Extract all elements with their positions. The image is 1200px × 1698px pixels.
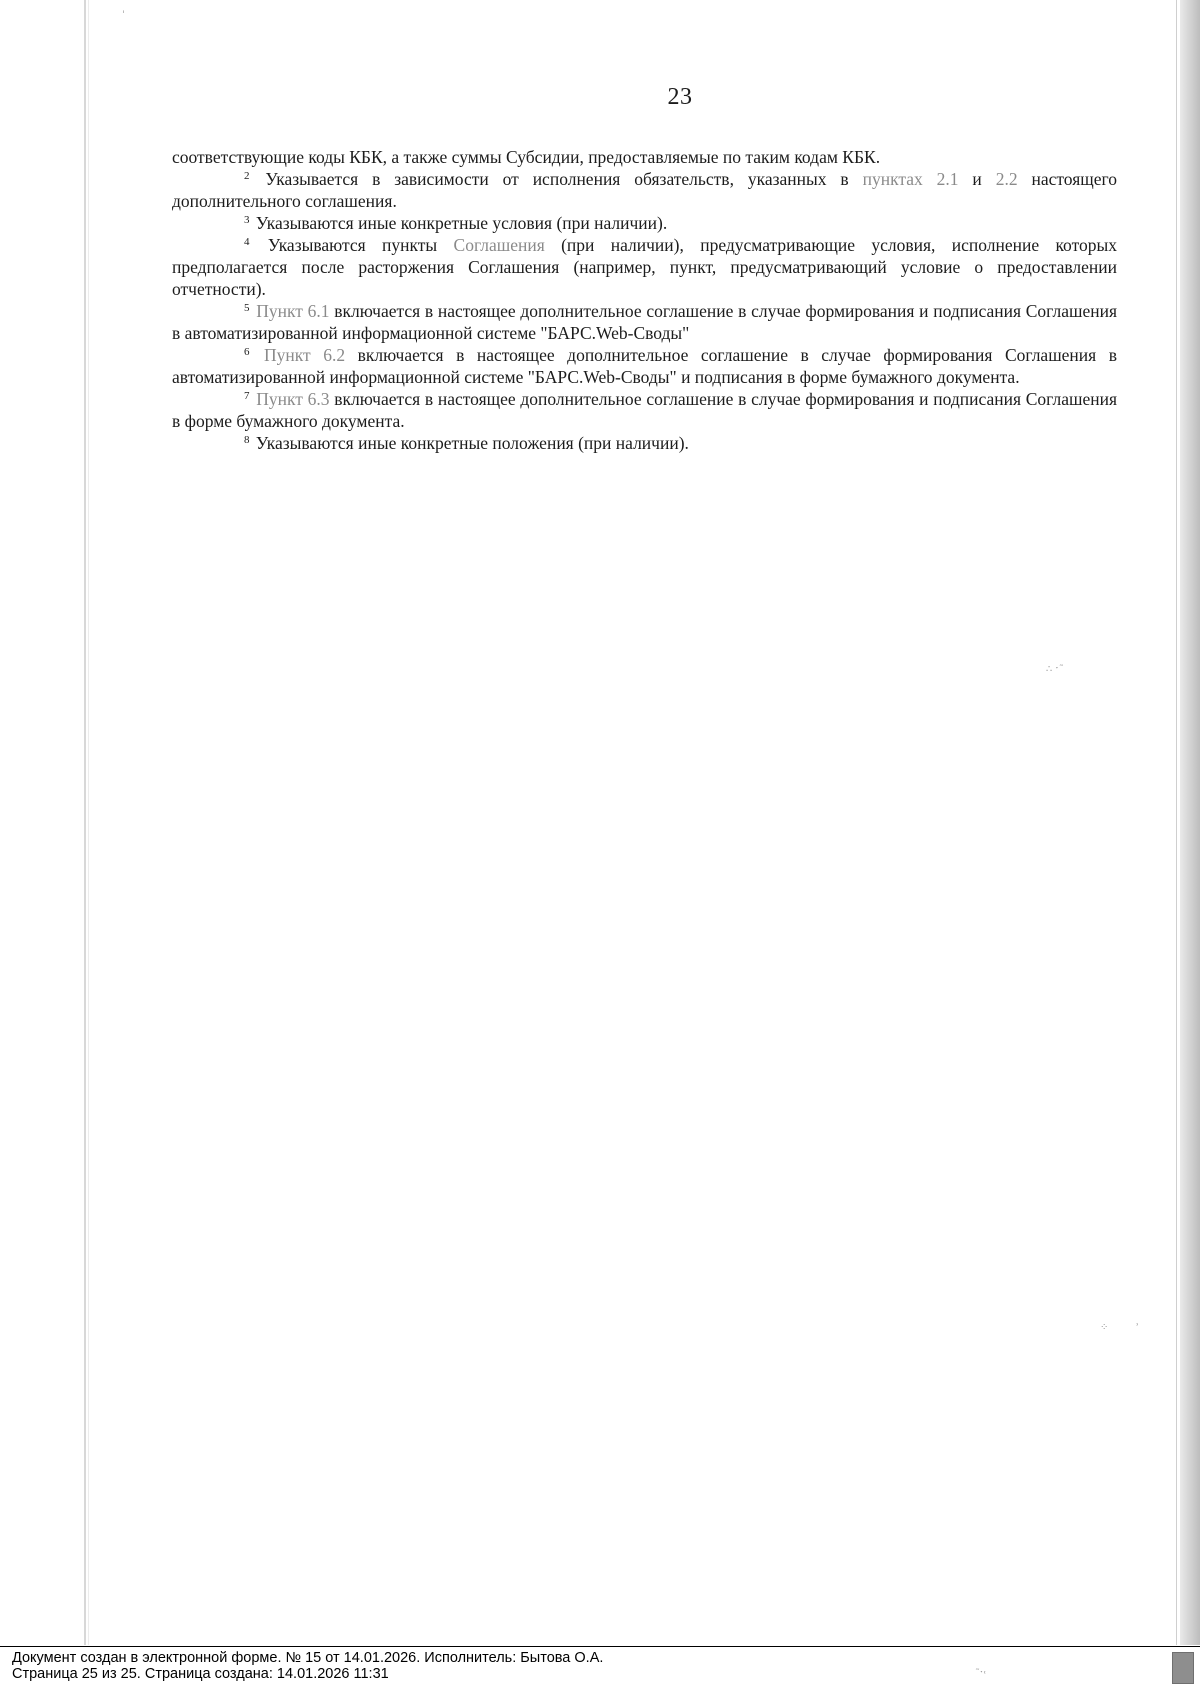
footnote-number: 7 xyxy=(244,390,250,402)
scan-edge-left-inner xyxy=(88,0,89,1645)
footnote-text: включается в настоящее дополнительное соглашение в случае формирования и подписания Соглашения в форме бумажного документа. xyxy=(172,389,1117,431)
document-footer xyxy=(12,1650,603,1682)
footnote-text: и xyxy=(958,169,996,189)
scan-speck: ∴ ˑ˜ xyxy=(1046,664,1064,675)
scan-edge-right xyxy=(1180,0,1200,1645)
footnote-text xyxy=(252,345,265,365)
cross-reference-link[interactable]: пунктах 2.1 xyxy=(862,169,959,189)
page-number: 23 xyxy=(667,84,693,110)
footnote-text: соответствующие коды КБК, а также суммы Субсидии, предоставляемые по таким кодам КБК. xyxy=(172,147,881,167)
scan-edge-right-line xyxy=(1176,0,1177,1645)
footnote-number: 2 xyxy=(244,170,250,182)
footnote-4 xyxy=(172,234,1117,300)
footnote-number: 4 xyxy=(244,236,250,248)
footnote-text: включается в настоящее дополнительное соглашение в случае формирования и подписания Соглашения в автоматизированной информационной системе "БАРС.Web-Своды" xyxy=(172,301,1117,343)
footer-line-document-info: Документ создан в электронной форме. № 15 от 14.01.2026. Исполнитель: Бытова О.А. xyxy=(12,1650,604,1666)
footnote-2 xyxy=(172,168,1117,212)
footnote-8 xyxy=(172,432,1117,454)
footnote-text: настоящего дополнительного соглашения. xyxy=(172,169,1117,211)
scan-speck: ˜ˑ˓ xyxy=(975,1668,987,1679)
footnote-1-continuation xyxy=(172,146,1117,168)
scan-marker-icon xyxy=(1172,1652,1194,1684)
cross-reference-link[interactable]: Пункт 6.2 xyxy=(264,345,346,365)
cross-reference-link[interactable]: Соглашения xyxy=(453,235,545,255)
cross-reference-link[interactable]: Пункт 6.1 xyxy=(256,301,330,321)
footnote-text: Указываются иные конкретные условия (при наличии). xyxy=(251,213,668,233)
footnote-3 xyxy=(172,212,1117,234)
footnote-6 xyxy=(172,344,1117,388)
scan-edge-left xyxy=(84,0,86,1645)
footer-divider xyxy=(0,1646,1200,1647)
footnote-5 xyxy=(172,300,1117,344)
footnote-7 xyxy=(172,388,1117,432)
footnote-text: Указываются иные конкретные положения (при наличии). xyxy=(251,433,689,453)
cross-reference-link[interactable]: Пункт 6.3 xyxy=(256,389,330,409)
footnote-number: 5 xyxy=(244,302,250,314)
footnote-number: 8 xyxy=(244,434,250,446)
footnote-number: 6 xyxy=(244,346,250,358)
scan-speck: ⁘ xyxy=(1100,1322,1109,1333)
scan-speck: ˈ xyxy=(122,10,125,21)
cross-reference-link[interactable]: 2.2 xyxy=(995,169,1018,189)
scan-speck: ˒ xyxy=(1136,1320,1140,1331)
footnote-text: Указываются пункты xyxy=(251,235,454,255)
footnote-text: включается в настоящее дополнительное соглашение в случае формирования Соглашения в автоматизированной информационной системе "БАРС.Web-Своды" и подписания в форме бумажного документа. xyxy=(172,345,1117,387)
footer-line-page-info: Страница 25 из 25. Страница создана: 14.01.2026 11:31 xyxy=(12,1666,389,1682)
footnote-text: (при наличии), предусматривающие условия, исполнение которых предполагается после расторжения Соглашения (например, пункт, предусматривающий условие о предоставлении отчетности). xyxy=(172,235,1118,299)
footnote-number: 3 xyxy=(244,214,250,226)
footnote-text: Указывается в зависимости от исполнения обязательств, указанных в xyxy=(251,169,863,189)
footnotes-text xyxy=(172,146,1117,454)
